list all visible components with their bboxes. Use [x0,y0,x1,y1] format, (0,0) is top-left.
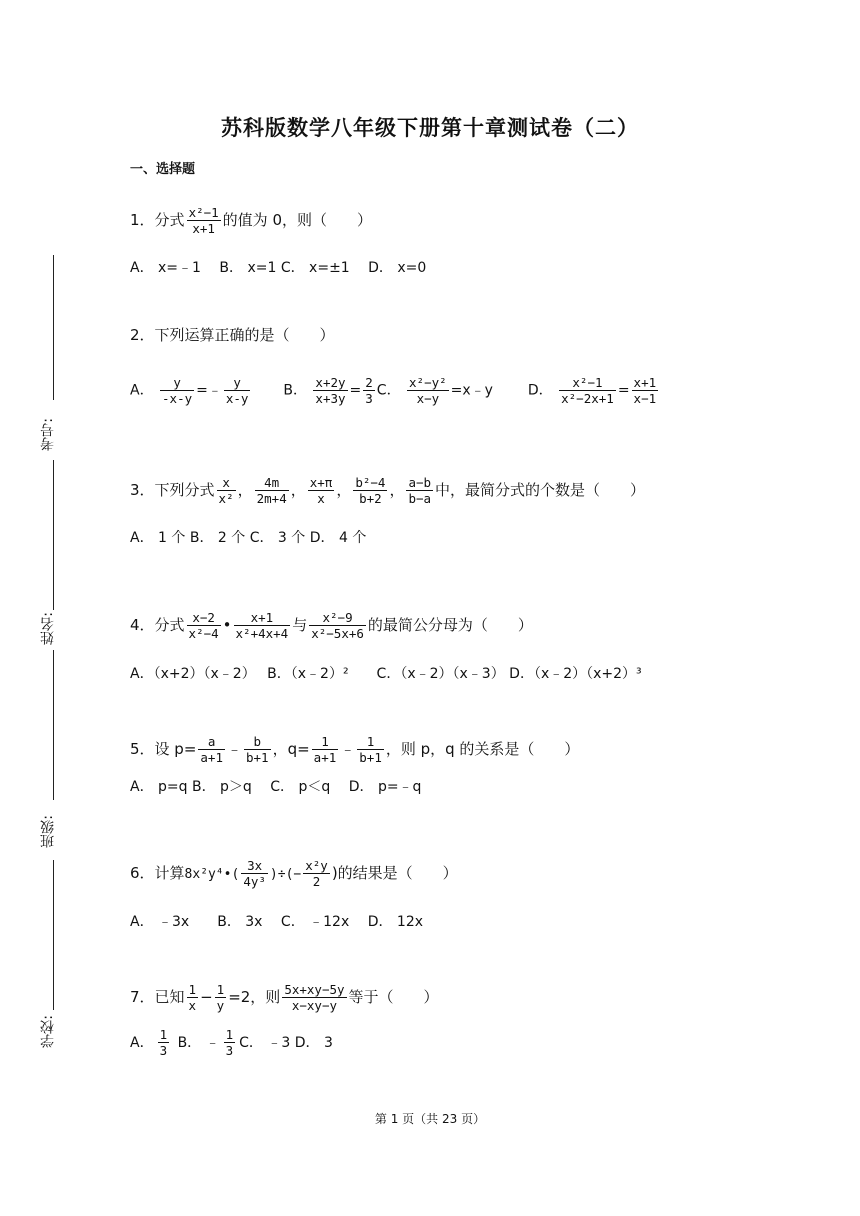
q4-frac1 [187,610,221,641]
q1-suffix: 的值为 0，则（ ） [222,211,372,229]
q7-f2-den: y [216,998,225,1013]
q3-f5-num: a−b [408,475,432,490]
page-title: 苏科版数学八年级下册第十章测试卷（二） [221,116,639,140]
q7-b-den: 3 [225,1043,234,1058]
q6-f2-num: x²y [305,858,328,873]
q2-c-post: =x﹣y [450,382,493,399]
q3-sep3: ， [336,481,352,499]
q2-c-num: x²−y² [409,375,447,390]
q3-f4-num: b²−4 [355,475,386,490]
q2-a-frac2 [224,375,251,406]
q4-dot: • [222,616,232,634]
q2-option-d-label: D． [527,382,553,399]
class-label: 班级: [40,815,56,848]
q5-mid: ，q= [272,740,310,758]
q3-f5-den: b−a [408,491,432,506]
q2-a-frac1 [160,375,194,406]
exam-number-label: 考号: [40,418,56,451]
q2-a-num1: y [160,375,194,391]
q2-a-num2: y [224,375,251,391]
question-4 [130,610,533,641]
q7-eq: =2，则 [228,988,281,1006]
q7-a-den: 3 [159,1043,168,1058]
q6-f1-den: 4y³ [243,874,266,889]
q2-d-num1: x²−1 [559,375,616,391]
q2-c-den: x−y [416,391,440,406]
q3-frac3 [308,475,335,506]
q7-options [130,1027,335,1058]
q6-mid: )÷(− [269,867,302,882]
q1-options: A． x=﹣1 B． x=1 C． x=±1 D． x=0 [130,260,427,276]
q4-prefix: 4．分式 [130,616,185,634]
q3-sep4: ， [389,481,405,499]
q5-f1-den: a+1 [200,750,223,765]
q7-a-num: 1 [159,1027,168,1042]
q5-options: A． p=q B． p＞q C． p＜q D． p=﹣q [130,779,422,795]
q3-f2-num: 4m [255,475,289,491]
q7-suffix: 等于（ ） [348,988,439,1006]
q3-sep1: ， [237,481,253,499]
q5-f1-num: a [198,734,225,750]
q4-mid: 与 [292,616,308,634]
q6-expression: 8x²y⁴•( [184,867,240,882]
q2-b-den2: 3 [365,391,373,406]
q3-f3-num: x+π [309,475,333,490]
q2-d-frac1 [559,375,616,406]
q5-f3-num: 1 [312,734,339,750]
q4-f3-num: x²−9 [309,610,366,626]
q7-f3-den: x−xy−y [291,998,337,1013]
q2-a-mid: =﹣ [196,382,222,399]
q1-denominator: x+1 [192,221,215,236]
margin-line-3 [53,650,54,800]
q3-f2-den: 2m+4 [256,491,287,506]
q2-b-frac2 [363,375,375,406]
q5-minus1: ﹣ [226,740,242,758]
q3-prefix: 3．下列分式 [130,481,215,499]
q7-options-rest: C． ﹣3 D． 3 [239,1034,333,1051]
q2-option-b-label: B． [283,382,307,399]
q3-frac5 [406,475,433,506]
question-3 [130,475,645,506]
q4-f2-num: x+1 [234,610,291,626]
q2-option-c-label: C． [376,382,401,399]
q7-f2-num: 1 [216,982,225,997]
q2-c-frac [407,375,449,406]
q5-frac4 [357,734,384,765]
name-label: 姓名: [40,612,56,645]
school-label: 学校: [40,1015,56,1048]
q7-a-frac [158,1027,172,1058]
q5-frac3 [312,734,339,765]
q2-a-den1: -x-y [162,391,193,406]
q4-f3-den: x²−5x+6 [311,626,364,641]
q5-minus2: ﹣ [340,740,356,758]
q5-frac1 [198,734,225,765]
q3-f1-den: x² [218,491,234,506]
q1-fraction [187,205,221,236]
q4-f2-den: x²+4x+4 [235,626,289,641]
question-5 [130,734,579,765]
q5-f2-num: b [244,734,271,750]
q7-option-b-label: B． ﹣ [177,1034,220,1051]
question-7 [130,982,439,1013]
q5-prefix: 5．设 p= [130,740,197,758]
q4-f1-num: x−2 [187,610,221,626]
q6-options: A． ﹣3x B． 3x C． ﹣12x D． 12x [130,914,424,930]
q3-frac1 [217,475,236,506]
q7-f1-num: 1 [188,982,197,997]
q3-suffix: 中，最简分式的个数是（ ） [435,481,646,499]
q2-d-den2: x−1 [633,391,657,406]
q5-suffix: ，则 p，q 的关系是（ ） [385,740,580,758]
q2-b-num1: x+2y [315,375,346,390]
q5-f3-den: a+1 [313,750,337,765]
margin-line-1 [53,255,54,400]
q4-options: A．（x+2）（x﹣2） B．（x﹣2）² C．（x﹣2）（x﹣3） D．（x﹣2）（x+2）³ [130,666,642,682]
q2-options [130,375,660,406]
q6-suffix: )的结果是（ ） [331,864,458,882]
q7-frac1 [187,982,199,1013]
q2-b-den1: x+3y [315,391,346,406]
q5-f4-num: 1 [357,734,384,750]
q7-f1-den: x [188,998,197,1013]
q3-f4-den: b+2 [359,491,382,506]
q7-b-num: 1 [225,1027,234,1042]
margin-line-4 [53,860,54,1010]
q4-suffix: 的最简公分母为（ ） [367,616,533,634]
q7-minus: − [200,988,213,1006]
q6-prefix: 6．计算 [130,864,185,882]
q6-frac1 [241,858,268,889]
q5-f4-den: b+1 [359,750,382,765]
q2-option-a-label: A． [130,382,154,399]
q2-d-num2: x+1 [633,375,657,390]
q2-d-eq: = [617,382,630,399]
q2-b-num2: 2 [365,375,373,390]
q7-prefix: 7．已知 [130,988,185,1006]
page-footer: 第 1 页（共 23 页） [374,1112,486,1126]
q2-b-frac1 [313,375,347,406]
q6-f2-den: 2 [312,874,321,889]
q4-f1-den: x²−4 [188,626,219,641]
q4-frac2 [234,610,291,641]
q2-b-eq: = [349,382,362,399]
q3-f1-num: x [217,475,236,491]
question-2: 2．下列运算正确的是（ ） [130,326,335,344]
q1-numerator: x²−1 [188,205,219,220]
q7-option-a-label: A． [130,1034,154,1051]
q7-b-frac [224,1027,238,1058]
q3-sep2: ， [290,481,306,499]
question-1 [130,205,372,236]
margin-line-2 [53,460,54,610]
q5-f2-den: b+1 [246,750,269,765]
q6-frac2 [303,858,330,889]
q1-number: 1． [130,211,155,229]
q3-frac2 [255,475,289,506]
q6-f1-num: 3x [241,858,268,874]
q7-frac3 [282,982,346,1013]
q1-prefix: 分式 [154,211,185,229]
question-6 [130,858,458,889]
q2-d-den1: x²−2x+1 [561,391,614,406]
q5-frac2 [244,734,271,765]
q2-a-den2: x-y [225,391,249,406]
section-heading: 一、选择题 [130,162,196,177]
q7-f3-num: 5x+xy−5y [284,982,345,997]
q3-options: A． 1 个 B． 2 个 C． 3 个 D． 4 个 [130,530,367,546]
q4-frac3 [309,610,366,641]
q2-d-frac2 [632,375,659,406]
q7-frac2 [215,982,227,1013]
q3-frac4 [353,475,387,506]
q3-f3-den: x [317,491,325,506]
